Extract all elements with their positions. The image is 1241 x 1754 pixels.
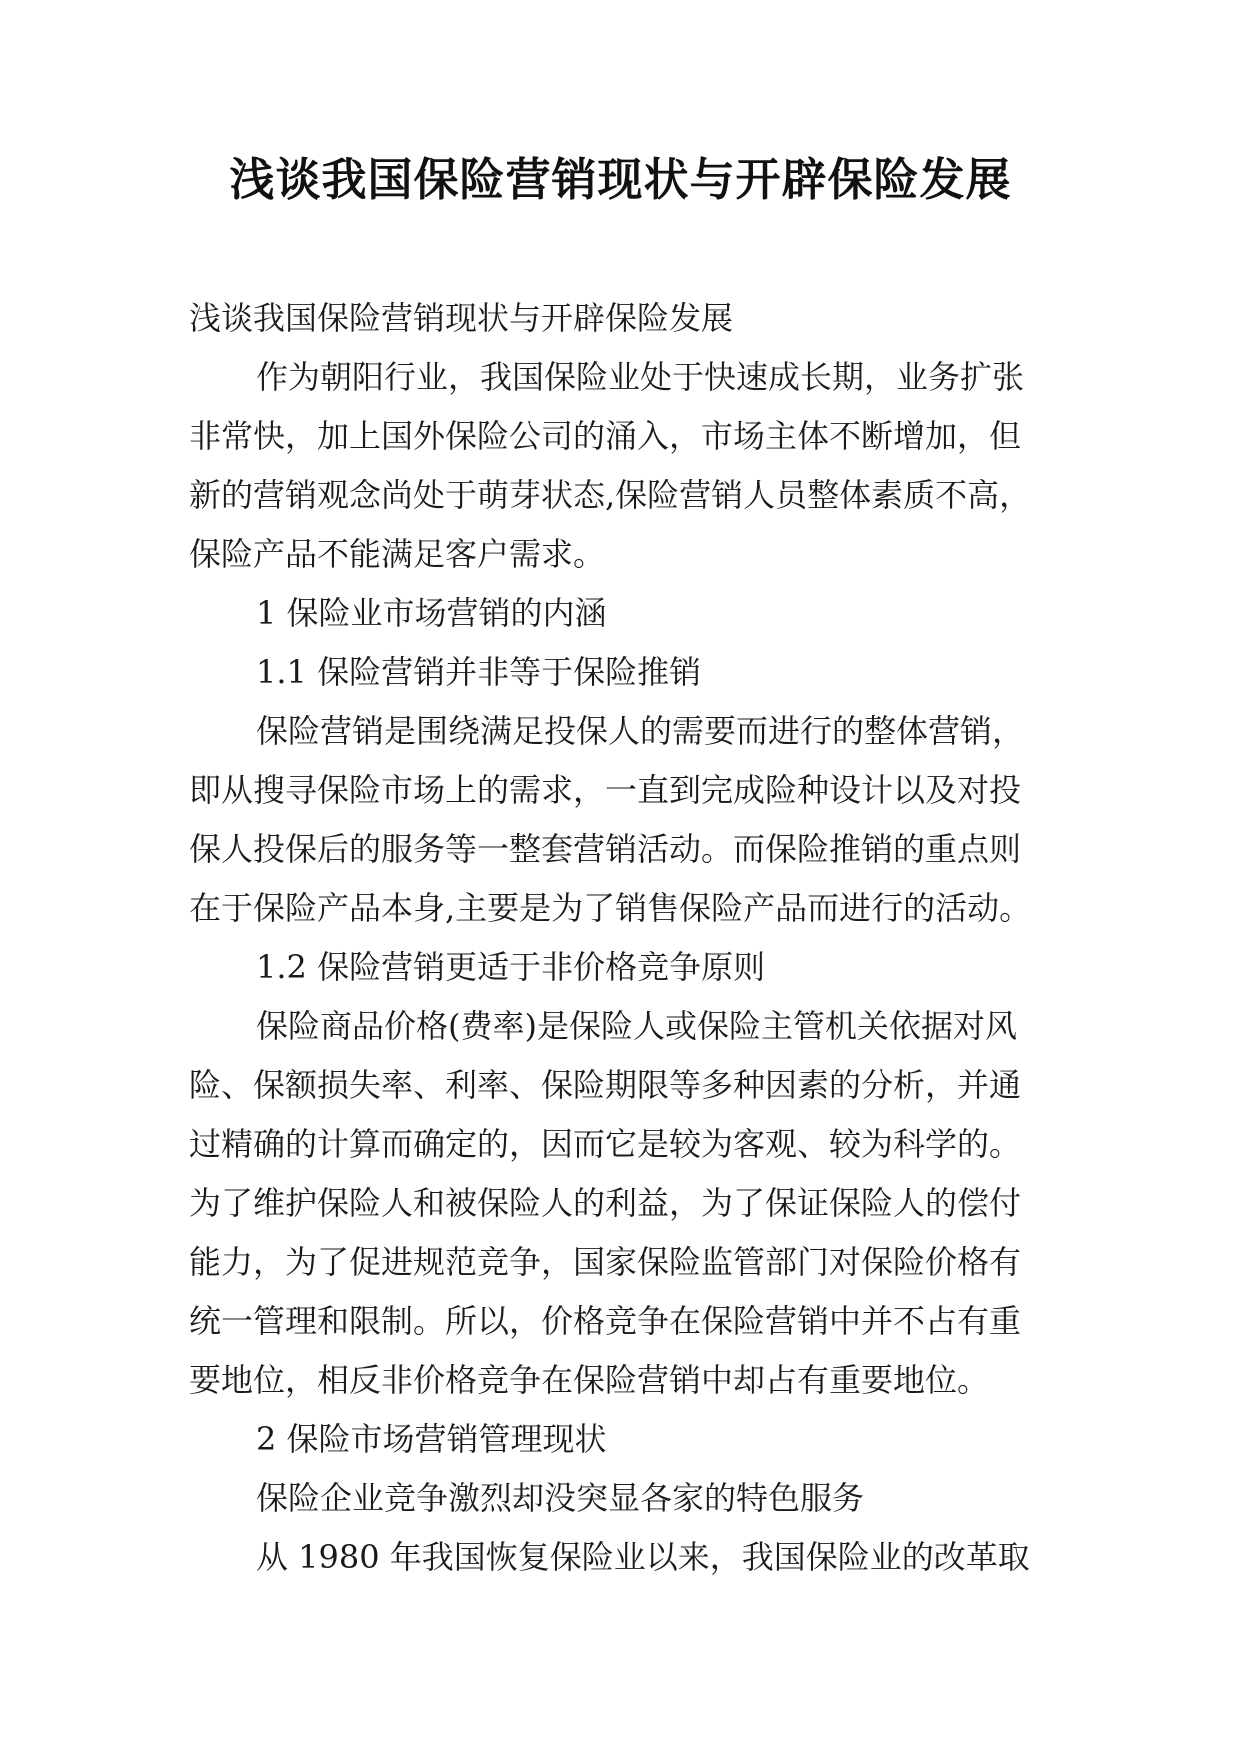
paragraph-line: 非常快，加上国外保险公司的涌入，市场主体不断增加，但: [189, 417, 1022, 455]
paragraph-line: 能力，为了促进规范竞争，国家保险监管部门对保险价格有: [189, 1243, 1022, 1281]
section-heading: 2 保险市场营销管理现状: [256, 1420, 607, 1458]
subsection-heading: 1.2 保险营销更适于非价格竞争原则: [256, 948, 766, 986]
paragraph-line: 保险商品价格(费率)是保险人或保险主管机关依据对风: [256, 1007, 1017, 1045]
paragraph-line: 在于保险产品本身,主要是为了销售保险产品而进行的活动。: [189, 889, 1032, 927]
paragraph-line: 过精确的计算而确定的，因而它是较为客观、较为科学的。: [189, 1125, 1022, 1163]
document-title: 浅谈我国保险营销现状与开辟保险发展: [229, 153, 1012, 206]
paragraph-line: 从 1980 年我国恢复保险业以来，我国保险业的改革取: [256, 1538, 1030, 1576]
paragraph-line: 即从搜寻保险市场上的需求，一直到完成险种设计以及对投: [189, 771, 1022, 809]
subsection-heading: 保险企业竞争激烈却没突显各家的特色服务: [256, 1479, 865, 1517]
subsection-heading: 1.1 保险营销并非等于保险推销: [256, 653, 702, 691]
paragraph-line: 保险营销是围绕满足投保人的需要而进行的整体营销，: [256, 712, 1025, 750]
subtitle-line: 浅谈我国保险营销现状与开辟保险发展: [189, 299, 734, 337]
paragraph-line: 保人投保后的服务等一整套营销活动。而保险推销的重点则: [189, 830, 1022, 868]
section-heading: 1 保险业市场营销的内涵: [256, 594, 607, 632]
paragraph-line: 新的营销观念尚处于萌芽状态,保险营销人员整体素质不高，: [189, 476, 1032, 514]
paragraph-line: 保险产品不能满足客户需求。: [189, 535, 606, 573]
paragraph-line: 为了维护保险人和被保险人的利益，为了保证保险人的偿付: [189, 1184, 1022, 1222]
paragraph-line: 统一管理和限制。所以，价格竞争在保险营销中并不占有重: [189, 1302, 1022, 1340]
paragraph-line: 作为朝阳行业，我国保险业处于快速成长期，业务扩张: [256, 358, 1025, 396]
paragraph-line: 要地位，相反非价格竞争在保险营销中却占有重要地位。: [189, 1361, 990, 1399]
paragraph-line: 险、保额损失率、利率、保险期限等多种因素的分析，并通: [189, 1066, 1022, 1104]
